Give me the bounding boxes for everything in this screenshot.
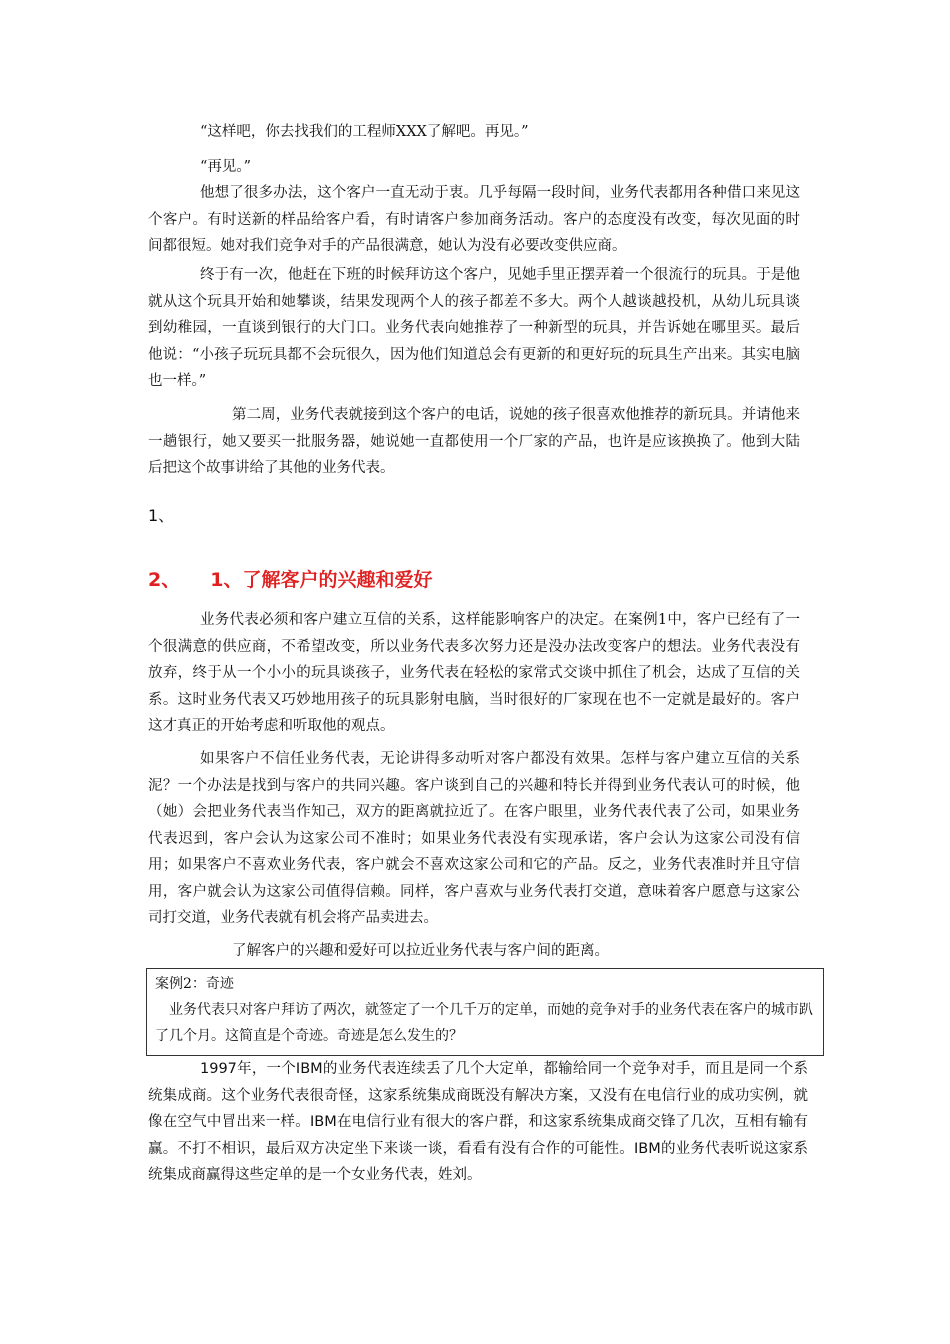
section-heading [148,565,432,592]
case-body: 业务代表只对客户拜访了两次，就签定了一个几千万的定单，而她的竞争对手的业务代表在客户的城市趴了几个月。这简直是个奇迹。奇迹是怎么发生的？ [155,1002,813,1044]
dialog-line-2: “再见。” [200,159,252,175]
story-paragraph-3: 第二周，业务代表就接到这个客户的电话，说她的孩子很喜欢他推荐的新玩具。并请他来一趟银行，她又要买一批服务器，她说她一直都使用一个厂家的产品，也许是应该换换了。他到大陆后把这个故事讲给了其他的业务代表。 [148,407,800,476]
final-paragraph: 1997年，一个IBM的业务代表连续丢了几个大定单，都输给同一个竞争对手，而且是同一个系统集成商。这个业务代表很奇怪，这家系统集成商既没有解决方案，又没有在电信行业的成功实例，就像在空气中冒出来一样。IBM在电信行业有很大的客户群，和这家系统集成商交锋了几次，互相有输有赢。不打不相识，最后双方决定坐下来谈一谈，看看有没有合作的可能性。IBM的业务代表听说这家系统集成商赢得这些定单的是一个女业务代表，姓刘。 [148,1061,808,1183]
section-summary: 了解客户的兴趣和爱好可以拉近业务代表与客户间的距离。 [232,943,609,959]
heading-number: 2、 [148,569,181,591]
heading-text: 1、了解客户的兴趣和爱好 [210,569,433,591]
story-paragraph-2: 终于有一次，他赶在下班的时候拜访这个客户，见她手里正摆弄着一个很流行的玩具。于是他就从这个玩具开始和她攀谈，结果发现两个人的孩子都差不多大。两个人越谈越投机，从幼儿玩具谈到幼稚园，一直谈到银行的大门口。业务代表向她推荐了一种新型的玩具，并告诉她在哪里买。最后他说：“小孩子玩玩具都不会玩很久，因为他们知道总会有更新的和更好玩的玩具生产出来。其实电脑也一样。” [148,267,800,389]
case-title: 案例2：奇迹 [155,976,234,992]
case-box [146,968,824,1056]
list-item-number: 1、 [148,506,175,525]
section-paragraph-1: 业务代表必须和客户建立互信的关系，这样能影响客户的决定。在案例1中，客户已经有了一个很满意的供应商，不希望改变，所以业务代表多次努力还是没办法改变客户的想法。业务代表没有放弃，终于从一个小小的玩具谈孩子，业务代表在轻松的家常式交谈中抓住了机会，达成了互信的关系。这时业务代表又巧妙地用孩子的玩具影射电脑，当时很好的厂家现在也不一定就是最好的。客户这才真正的开始考虑和听取他的观点。 [148,612,800,734]
dialog-line-1: “这样吧，你去找我们的工程师XXX了解吧。再见。” [200,124,529,140]
section-paragraph-2: 如果客户不信任业务代表，无论讲得多动听对客户都没有效果。怎样与客户建立互信的关系泥？一个办法是找到与客户的共同兴趣。客户谈到自己的兴趣和特长并得到业务代表认可的时候，他（她）会把业务代表当作知己，双方的距离就拉近了。在客户眼里，业务代表代表了公司，如果业务代表迟到，客户会认为这家公司不准时；如果业务代表没有实现承诺，客户会认为这家公司没有信用；如果客户不喜欢业务代表，客户就会不喜欢这家公司和它的产品。反之，业务代表准时并且守信用，客户就会认为这家公司值得信赖。同样，客户喜欢与业务代表打交道，意味着客户愿意与这家公司打交道，业务代表就有机会将产品卖进去。 [148,751,800,926]
story-paragraph-1: 他想了很多办法，这个客户一直无动于衷。几乎每隔一段时间，业务代表都用各种借口来见这个客户。有时送新的样品给客户看，有时请客户参加商务活动。客户的态度没有改变，每次见面的时间都很短。她对我们竞争对手的产品很满意，她认为没有必要改变供应商。 [148,185,800,254]
